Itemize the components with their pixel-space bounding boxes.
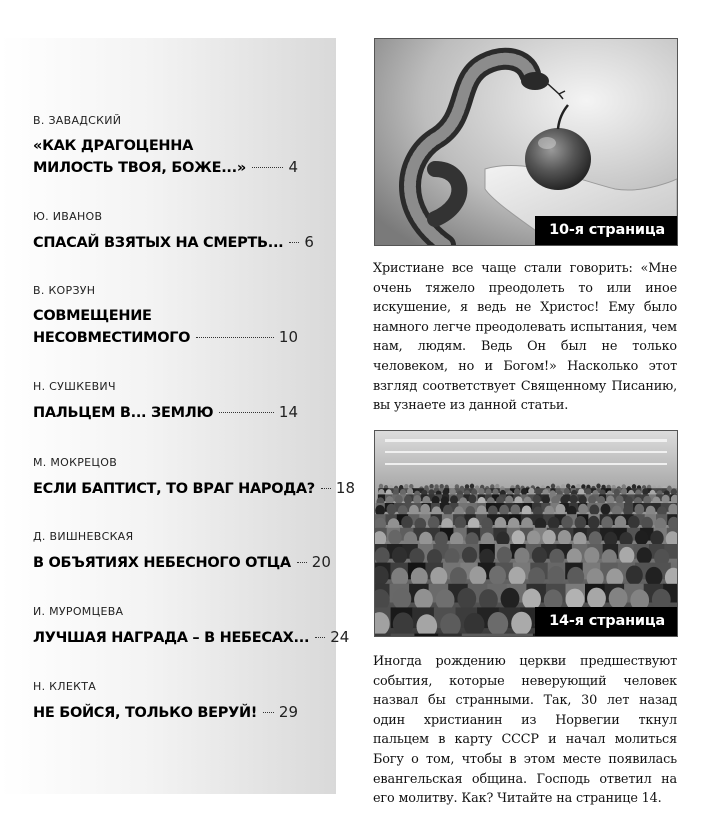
toc-title <box>33 306 298 349</box>
toc-title-line: СОВМЕЩЕНИЕ <box>33 308 152 324</box>
toc-title <box>33 478 356 500</box>
leader-dots <box>321 488 331 489</box>
toc-page-number: 6 <box>304 233 314 251</box>
toc-page-number: 4 <box>288 158 298 176</box>
feature-description: Иногда рождению церкви предшествуют события, которые неверующий человек назвал бы странными. Так, 30 лет назад один христианин из Норвегии ткнул пальцем в карту СССР и начал молиться Богу о том, чтобы в этом месте появилась евангельская община. Господь ответил на его молитву. Как? Читайте на странице 14. <box>373 654 677 807</box>
toc-author: Ю. ИВАНОВ <box>33 210 103 223</box>
congregation-photo <box>374 430 678 637</box>
leader-dots <box>297 562 307 563</box>
toc-title-line: ЕСЛИ БАПТИСТ, ТО ВРАГ НАРОДА? <box>33 481 315 497</box>
snake-apple-illustration <box>375 39 677 245</box>
toc-title-line: ПАЛЬЦЕМ В... ЗЕМЛЮ <box>33 405 214 421</box>
toc-author: Н. СУШКЕВИЧ <box>33 380 116 393</box>
toc-author: М. МОКРЕЦОВ <box>33 456 118 469</box>
toc-title <box>33 402 298 424</box>
toc-title-line: ЛУЧШАЯ НАГРАДА – В НЕБЕСАХ... <box>33 630 310 646</box>
leader-dots <box>263 712 274 713</box>
toc-title <box>33 702 298 724</box>
leader-dots <box>219 412 274 413</box>
toc-title-line: НЕ БОЙСЯ, ТОЛЬКО ВЕРУЙ! <box>33 705 258 721</box>
toc-title-line: «КАК ДРАГОЦЕННА <box>33 138 194 154</box>
toc-page-number: 14 <box>278 403 298 421</box>
toc-entry[interactable] <box>33 114 298 179</box>
table-of-contents-panel <box>0 38 356 794</box>
toc-author: И. МУРОМЦЕВА <box>33 605 124 618</box>
snake-apple-photo <box>374 38 678 246</box>
toc-title <box>33 232 314 254</box>
toc-entry[interactable] <box>33 210 314 254</box>
toc-entry[interactable] <box>33 380 298 424</box>
leader-dots <box>315 637 325 638</box>
toc-entry[interactable] <box>33 680 298 724</box>
page-caption: 14-я страница <box>535 607 677 636</box>
toc-entry[interactable] <box>33 456 356 500</box>
toc-page-number: 10 <box>278 328 298 346</box>
toc-page-number: 29 <box>278 703 298 721</box>
page-caption: 10-я страница <box>535 216 677 245</box>
congregation-illustration <box>375 431 677 636</box>
toc-title <box>33 136 298 179</box>
leader-dots <box>289 242 299 243</box>
leader-dots <box>196 337 274 338</box>
toc-page-number: 18 <box>335 479 356 497</box>
leader-dots <box>252 167 284 168</box>
feature-description: Христиане все чаще стали говорить: «Мне очень тяжело преодолеть то или иное искушение, я ведь не Христос! Ему было намного легче преодолевать испытания, чем нам, людям. Ведь Он был не только человеком, но и Богом!» Насколько этот взгляд соответствует Священному Писанию, вы узнаете из данной статьи. <box>373 261 677 414</box>
toc-entry[interactable] <box>33 605 350 649</box>
toc-author: Н. КЛЕКТА <box>33 680 97 693</box>
toc-title <box>33 552 331 574</box>
toc-author: Д. ВИШНЕВСКАЯ <box>33 530 134 543</box>
toc-entry[interactable] <box>33 284 298 349</box>
toc-title <box>33 627 350 649</box>
toc-title-line: НЕСОВМЕСТИМОГО <box>33 330 191 346</box>
toc-entry[interactable] <box>33 530 331 574</box>
toc-page-number: 20 <box>311 553 331 571</box>
toc-author: В. ЗАВАДСКИЙ <box>33 114 122 127</box>
toc-title-line: МИЛОСТЬ ТВОЯ, БОЖЕ...» <box>33 160 246 176</box>
toc-title-line: СПАСАЙ ВЗЯТЫХ НА СМЕРТЬ... <box>33 235 284 251</box>
toc-page-number: 24 <box>330 628 350 646</box>
toc-title-line: В ОБЪЯТИЯХ НЕБЕСНОГО ОТЦА <box>33 555 291 571</box>
toc-author: В. КОРЗУН <box>33 284 96 297</box>
